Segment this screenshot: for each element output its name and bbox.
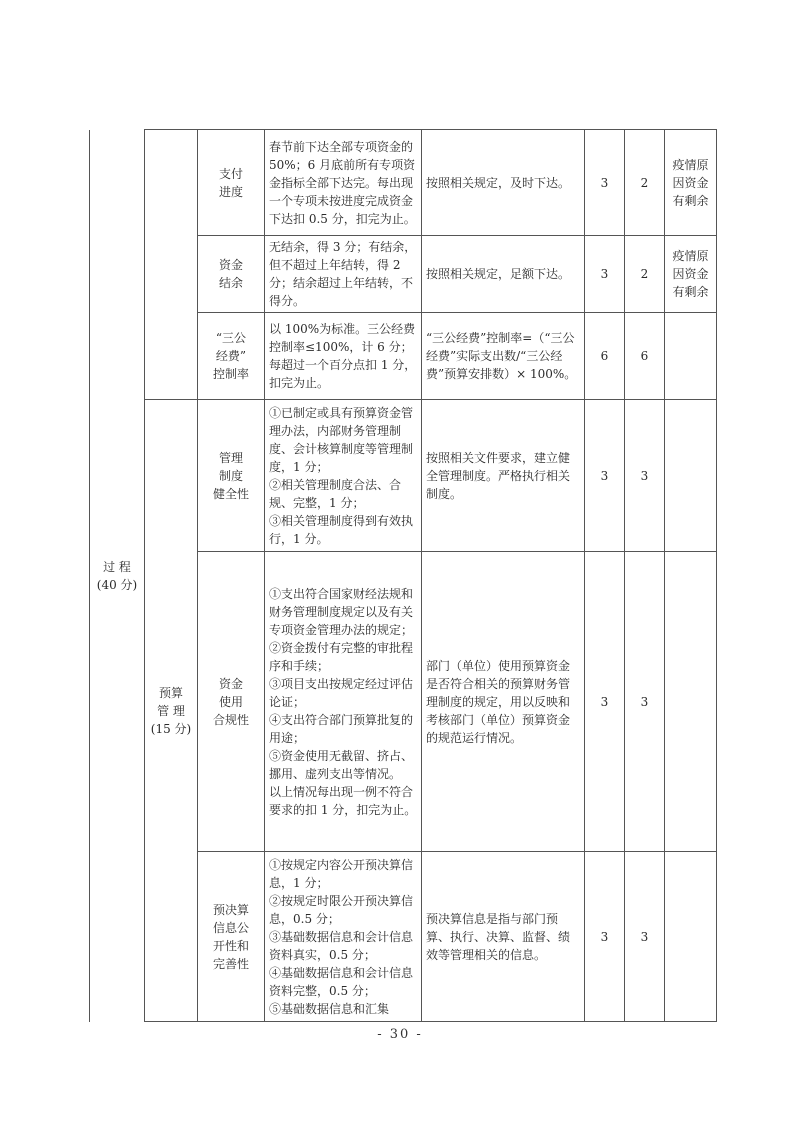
criteria-cell: 以 100%为标准。三公经费控制率≤100%，计 6 分；每超过一个百分点扣 1 分，扣完为止。 bbox=[265, 313, 422, 400]
page-number: - 30 - bbox=[377, 1027, 423, 1042]
score-cell: 2 bbox=[625, 130, 665, 236]
full-score-cell: 3 bbox=[585, 400, 625, 552]
table-row bbox=[90, 400, 717, 552]
table-row bbox=[90, 130, 717, 236]
indicator-cell bbox=[198, 400, 265, 552]
score-cell: 3 bbox=[625, 552, 665, 852]
indicator-label: 资金 结余 bbox=[218, 258, 243, 290]
full-score-cell: 3 bbox=[585, 852, 625, 1022]
indicator-cell bbox=[198, 552, 265, 852]
indicator-cell bbox=[198, 236, 265, 313]
score-cell: 3 bbox=[625, 852, 665, 1022]
note-cell bbox=[665, 852, 717, 1022]
method-cell: 部门（单位）使用预算资金是否符合相关的预算财务管理制度的规定，用以反映和考核部门（单位）预算资金的规范运行情况。 bbox=[422, 552, 585, 852]
note-cell: 疫情原因资金有剩余 bbox=[665, 130, 717, 236]
full-score-cell: 6 bbox=[585, 313, 625, 400]
evaluation-table bbox=[89, 129, 717, 1022]
group-empty-cell bbox=[145, 130, 198, 400]
indicator-cell bbox=[198, 130, 265, 236]
indicator-label: 管理 制度 健全性 bbox=[212, 450, 249, 501]
criteria-cell: ①支出符合国家财经法规和财务管理制度规定以及有关专项资金管理办法的规定； ②资金拨付有完整的审批程序和手续； ③项目支出按规定经过评估论证； ④支出符合部门预算批复的用途； ⑤资金使用无截留、挤占、挪用、虚列支出等情况。 以上情况每出现一例不符合要求的扣 1 分，扣完为止。 bbox=[265, 552, 422, 852]
criteria-cell: 无结余，得 3 分；有结余，但不超过上年结转，得 2 分；结余超过上年结转，不得分。 bbox=[265, 236, 422, 313]
full-score-cell: 3 bbox=[585, 236, 625, 313]
method-cell: 按照相关文件要求，建立健全管理制度。严格执行相关制度。 bbox=[422, 400, 585, 552]
indicator-label: “三公 经费” 控制率 bbox=[212, 331, 249, 381]
group-label: 预算 bbox=[158, 685, 183, 700]
criteria-cell: 春节前下达全部专项资金的 50%；6 月底前所有专项资金指标全部下达完。每出现一个专项未按进度完成资金下达扣 0.5 分，扣完为止。 bbox=[265, 130, 422, 236]
note-cell bbox=[665, 313, 717, 400]
note-cell bbox=[665, 400, 717, 552]
group-score: (15 分) bbox=[150, 721, 192, 736]
score-cell: 6 bbox=[625, 313, 665, 400]
score-cell: 3 bbox=[625, 400, 665, 552]
method-cell: 按照相关规定，及时下达。 bbox=[422, 130, 585, 236]
score-cell: 2 bbox=[625, 236, 665, 313]
method-cell: 按照相关规定，足额下达。 bbox=[422, 236, 585, 313]
indicator-cell bbox=[198, 852, 265, 1022]
level1-cell bbox=[90, 130, 145, 1022]
note-cell: 疫情原因资金有剩余 bbox=[665, 236, 717, 313]
full-score-cell: 3 bbox=[585, 130, 625, 236]
method-cell: 预决算信息是指与部门预算、执行、决算、监督、绩效等管理相关的信息。 bbox=[422, 852, 585, 1022]
indicator-label: 支付 进度 bbox=[218, 166, 243, 199]
full-score-cell: 3 bbox=[585, 552, 625, 852]
indicator-cell bbox=[198, 313, 265, 400]
criteria-cell: ①已制定或具有预算资金管理办法，内部财务管理制度、会计核算制度等管理制度，1 分； ②相关管理制度合法、合规、完整，1 分； ③相关管理制度得到有效执行，1 分。 bbox=[265, 400, 422, 552]
note-cell bbox=[665, 552, 717, 852]
level1-label: 过 程 bbox=[103, 559, 131, 574]
level1-score: (40 分) bbox=[96, 577, 138, 592]
method-cell: “三公经费”控制率=（“三公经费”实际支出数/“三公经费”预算安排数）× 100%。 bbox=[422, 313, 585, 400]
indicator-label: 预决算 信息公 开性和 完善性 bbox=[212, 902, 249, 971]
group-label: 管 理 bbox=[157, 703, 185, 718]
criteria-cell: ①按规定内容公开预决算信息，1 分； ②按规定时限公开预决算信息，0.5 分； ③基础数据信息和会计信息资料真实，0.5 分； ④基础数据信息和会计信息资料完整，0.5 分； ⑤基础数据信息和汇集 bbox=[265, 852, 422, 1022]
indicator-label: 资金 使用 合规性 bbox=[212, 676, 249, 727]
group-cell bbox=[145, 400, 198, 1022]
